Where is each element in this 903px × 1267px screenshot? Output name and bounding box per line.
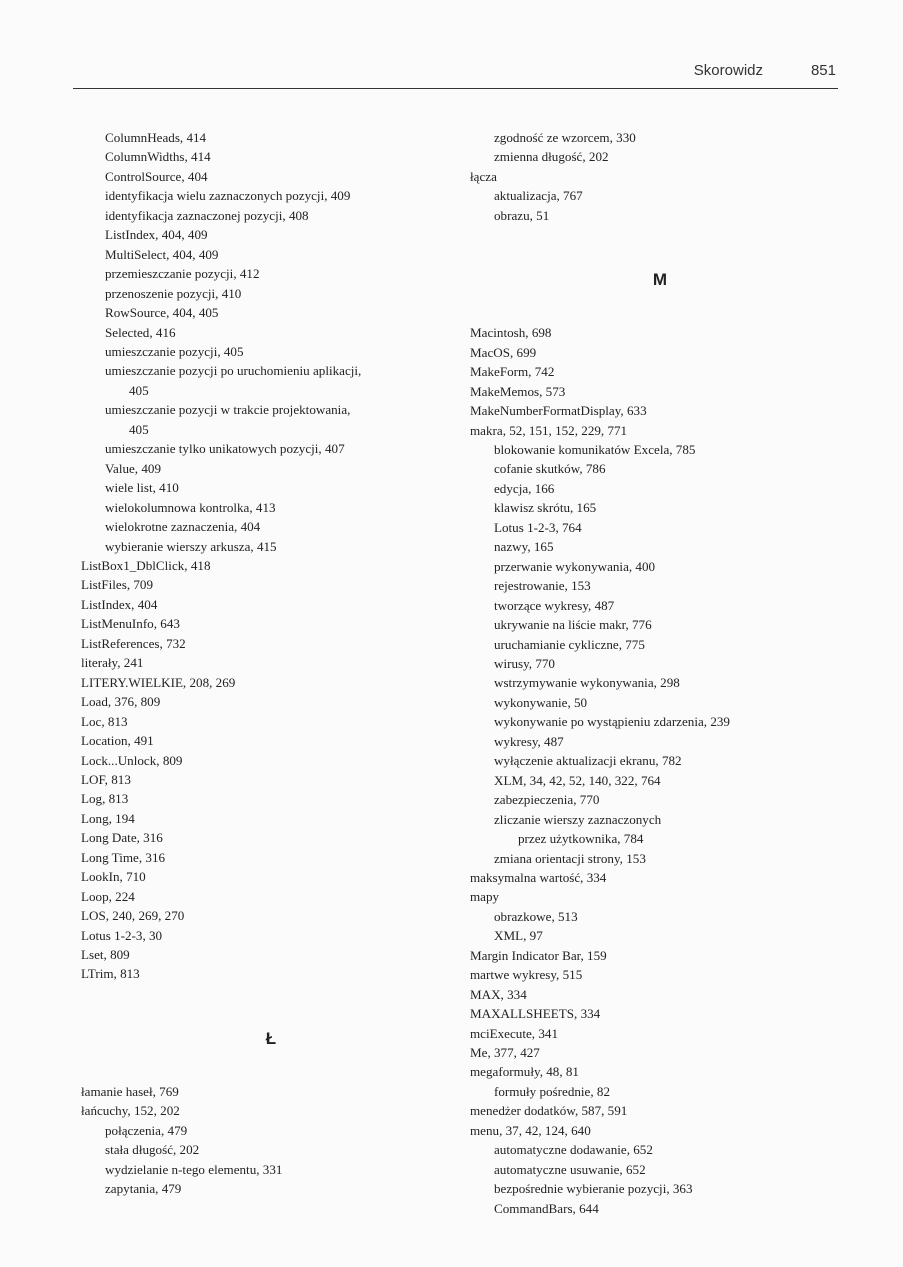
index-entry: MakeNumberFormatDisplay, 633: [470, 403, 647, 419]
index-entry: megaformuły, 48, 81: [470, 1064, 579, 1080]
index-entry: maksymalna wartość, 334: [470, 869, 607, 885]
index-entry: makra, 52, 151, 152, 229, 771: [470, 422, 628, 438]
index-entry: wirusy, 770: [494, 655, 555, 671]
index-entry: umieszczanie pozycji w trakcie projektowania,: [105, 402, 351, 418]
index-entry: Margin Indicator Bar, 159: [470, 947, 607, 963]
index-entry: łańcuchy, 152, 202: [81, 1103, 180, 1119]
index-entry: LTrim, 813: [81, 966, 140, 982]
index-entry: 405: [129, 382, 149, 398]
index-entry: ukrywanie na liście makr, 776: [494, 617, 652, 633]
right-entries-top: [470, 128, 850, 225]
index-entry: przez użytkownika, 784: [518, 831, 644, 847]
index-entry: przerwanie wykonywania, 400: [494, 558, 656, 574]
index-entry: Lotus 1-2-3, 764: [494, 519, 582, 535]
index-entry: przemieszczanie pozycji, 412: [105, 266, 260, 282]
index-entry: wykresy, 487: [494, 733, 564, 749]
index-entry: ColumnHeads, 414: [105, 130, 207, 145]
index-entry: RowSource, 404, 405: [105, 305, 219, 321]
index-entry: literały, 241: [81, 655, 144, 671]
section-letter-m: M: [652, 270, 668, 290]
index-entry: LOS, 240, 269, 270: [81, 908, 185, 924]
index-entry: martwe wykresy, 515: [470, 967, 583, 983]
index-entry: Load, 376, 809: [81, 694, 161, 710]
index-entry: umieszczanie pozycji po uruchomieniu aplikacji,: [105, 363, 362, 379]
index-entry: menedżer dodatków, 587, 591: [470, 1103, 628, 1119]
index-entry: LookIn, 710: [81, 869, 146, 885]
index-entry: Long Date, 316: [81, 830, 163, 846]
index-entry: wielokolumnowa kontrolka, 413: [105, 499, 276, 515]
index-entry: aktualizacja, 767: [494, 188, 583, 204]
index-entry: identyfikacja wielu zaznaczonych pozycji, 409: [105, 188, 351, 204]
index-entry: umieszczanie pozycji, 405: [105, 343, 244, 359]
index-entry: wstrzymywanie wykonywania, 298: [494, 675, 680, 691]
index-entry: CommandBars, 644: [494, 1200, 599, 1216]
index-entry: wiele list, 410: [105, 480, 179, 496]
index-entry: automatyczne usuwanie, 652: [494, 1161, 646, 1177]
index-entry: obrazkowe, 513: [494, 908, 578, 924]
index-entry: Loop, 224: [81, 888, 135, 904]
index-entry: identyfikacja zaznaczonej pozycji, 408: [105, 207, 309, 223]
index-entry: zmienna długość, 202: [494, 149, 609, 165]
index-entry: stała długość, 202: [105, 1142, 200, 1158]
index-entry: zmiana orientacji strony, 153: [494, 850, 646, 866]
index-entry: łącza: [470, 168, 497, 184]
index-entry: MakeMemos, 573: [470, 383, 566, 399]
page-number: 851: [810, 62, 836, 79]
index-entry: nazwy, 165: [494, 539, 554, 555]
index-entry: obrazu, 51: [494, 207, 550, 223]
index-entry: wybieranie wierszy arkusza, 415: [105, 538, 277, 554]
index-entry: XLM, 34, 42, 52, 140, 322, 764: [494, 772, 661, 788]
index-entry: ListReferences, 732: [81, 635, 186, 651]
index-entry: XML, 97: [494, 928, 543, 944]
index-entry: zapytania, 479: [105, 1181, 182, 1197]
index-entry: zabezpieczenia, 770: [494, 792, 600, 808]
index-entry: Location, 491: [81, 733, 154, 749]
index-entry: ListIndex, 404, 409: [105, 227, 208, 243]
index-entry: Lset, 809: [81, 947, 130, 963]
index-entry: wielokrotne zaznaczenia, 404: [105, 519, 261, 535]
index-entry: ColumnWidths, 414: [105, 149, 211, 165]
index-entry: 405: [129, 421, 149, 437]
index-entry: MultiSelect, 404, 409: [105, 246, 219, 262]
index-entry: Long, 194: [81, 810, 135, 826]
index-entry: łamanie haseł, 769: [81, 1083, 179, 1099]
left-entries-top: [81, 128, 461, 984]
index-entry: MakeForm, 742: [470, 364, 555, 380]
index-entry: tworzące wykresy, 487: [494, 597, 615, 613]
index-entry: Long Time, 316: [81, 849, 166, 865]
index-entry: przenoszenie pozycji, 410: [105, 285, 242, 301]
index-entry: blokowanie komunikatów Excela, 785: [494, 441, 696, 457]
index-entry: Me, 377, 427: [470, 1045, 540, 1061]
right-entries-bottom: [470, 323, 850, 1218]
index-entry: wykonywanie po wystąpieniu zdarzenia, 239: [494, 714, 730, 730]
index-entry: umieszczanie tylko unikatowych pozycji, 407: [105, 441, 345, 457]
index-entry: klawisz skrótu, 165: [494, 500, 597, 516]
index-entry: połączenia, 479: [105, 1122, 188, 1138]
index-entry: MAX, 334: [470, 986, 527, 1002]
index-entry: edycja, 166: [494, 480, 555, 496]
index-entry: Lotus 1-2-3, 30: [81, 927, 163, 943]
index-entry: uruchamianie cykliczne, 775: [494, 636, 645, 652]
index-entry: ListFiles, 709: [81, 577, 154, 593]
index-entry: zgodność ze wzorcem, 330: [494, 130, 636, 145]
index-entry: ListBox1_DblClick, 418: [81, 557, 211, 573]
index-entry: automatyczne dodawanie, 652: [494, 1142, 653, 1158]
index-entry: formuły pośrednie, 82: [494, 1083, 611, 1099]
index-entry: mapy: [470, 889, 500, 905]
index-entry: ListIndex, 404: [81, 596, 158, 612]
index-entry: Loc, 813: [81, 713, 128, 729]
index-entry: cofanie skutków, 786: [494, 461, 606, 477]
index-entry: LITERY.WIELKIE, 208, 269: [81, 674, 236, 690]
index-column-left: [81, 128, 461, 1199]
index-column-right: [470, 128, 850, 1218]
index-entry: menu, 37, 42, 124, 640: [470, 1122, 591, 1138]
index-entry: wyłączenie aktualizacji ekranu, 782: [494, 753, 682, 769]
index-entry: Macintosh, 698: [470, 325, 552, 341]
header-title: Skorowidz: [693, 62, 763, 79]
running-header: [73, 58, 838, 89]
left-entries-bottom: [81, 1082, 461, 1199]
index-entry: rejestrowanie, 153: [494, 578, 591, 594]
index-entry: wydzielanie n-tego elementu, 331: [105, 1161, 283, 1177]
index-entry: LOF, 813: [81, 771, 131, 787]
index-entry: Value, 409: [105, 460, 161, 476]
index-entry: Lock...Unlock, 809: [81, 752, 183, 768]
index-entry: wykonywanie, 50: [494, 694, 588, 710]
index-entry: Selected, 416: [105, 324, 176, 340]
index-entry: ControlSource, 404: [105, 168, 208, 184]
index-entry: mciExecute, 341: [470, 1025, 558, 1041]
section-letter-l-stroke: Ł: [265, 1028, 277, 1048]
index-entry: MacOS, 699: [470, 344, 537, 360]
index-entry: MAXALLSHEETS, 334: [470, 1006, 601, 1022]
index-entry: zliczanie wierszy zaznaczonych: [494, 811, 662, 827]
index-entry: Log, 813: [81, 791, 129, 807]
index-entry: ListMenuInfo, 643: [81, 616, 180, 632]
index-entry: bezpośrednie wybieranie pozycji, 363: [494, 1181, 693, 1197]
